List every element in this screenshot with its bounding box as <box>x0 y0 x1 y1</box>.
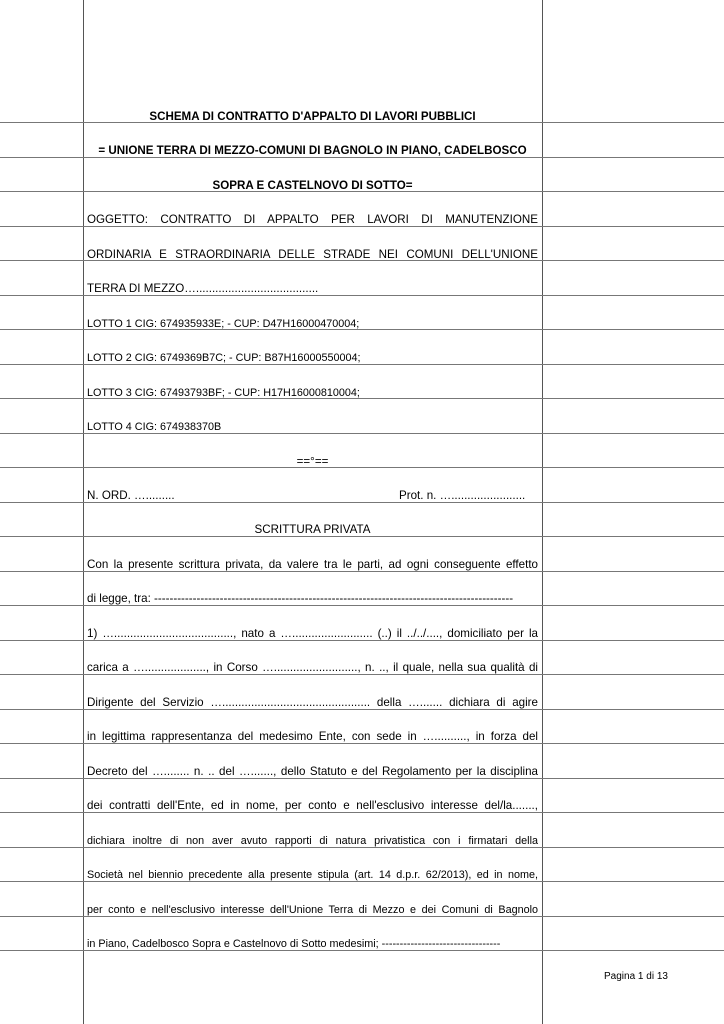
body-line: in legittima rappresentanza del medesimo Ente, con sede in ….........., in forza del <box>87 730 538 743</box>
body-line: Con la presente scrittura privata, da valere tra le parti, ad ogni conseguente effetto <box>87 558 538 571</box>
body-line: di legge, tra: --------------------------------------------------------------------------------------------- <box>87 592 514 605</box>
body-line: dichiara inoltre di non aver avuto rapporti di natura privatistica con i firmatari della <box>87 835 538 847</box>
right-margin-line <box>542 0 543 1024</box>
lotto-1: LOTTO 1 CIG: 674935933E; - CUP: D47H16000470004; <box>87 318 360 330</box>
oggetto-line-2: ORDINARIA E STRAORDINARIA DELLE STRADE NEI COMUNI DELL'UNIONE <box>87 248 538 261</box>
lotto-4: LOTTO 4 CIG: 674938370B <box>87 421 222 433</box>
page-number: Pagina 1 di 13 <box>604 971 668 982</box>
entity-line-1: = UNIONE TERRA DI MEZZO-COMUNI DI BAGNOLO IN PIANO, CADELBOSCO <box>98 144 527 157</box>
body-line: Società nel biennio precedente alla presente stipula (art. 14 d.p.r. 62/2013), ed in nome, <box>87 869 538 881</box>
body-line: Decreto del …........ n. .. del …......., dello Statuto e del Regolamento per la disciplina <box>87 765 538 778</box>
lotto-3: LOTTO 3 CIG: 67493793BF; - CUP: H17H16000810004; <box>87 387 360 399</box>
body-line: 1) …....................................., nato a …......................... (..) il ../../...., domiciliato per la <box>87 627 538 640</box>
document-title: SCHEMA DI CONTRATTO D'APPALTO DI LAVORI PUBBLICI <box>149 110 476 123</box>
oggetto-line-3: TERRA DI MEZZO…...................................... <box>87 282 319 295</box>
n-ord-label: N. ORD. …......... <box>87 489 175 502</box>
body-line: dei contratti dell'Ente, ed in nome, per conto e nell'esclusivo interesse del/la......., <box>87 799 538 812</box>
separator: ==°== <box>296 455 329 468</box>
body-line: Dirigente del Servizio ….............................................. della …....... dichiara di agire <box>87 696 538 709</box>
lotto-2: LOTTO 2 CIG: 6749369B7C; - CUP: B87H16000550004; <box>87 352 361 364</box>
body-line: in Piano, Cadelbosco Sopra e Castelnovo di Sotto medesimi; --------------------------------- <box>87 938 501 950</box>
protocol-row <box>87 489 538 503</box>
entity-line-2: SOPRA E CASTELNOVO DI SOTTO= <box>212 179 413 192</box>
section-heading: SCRITTURA PRIVATA <box>254 523 371 536</box>
body-line: per conto e nell'esclusivo interesse dell'Unione Terra di Mezzo e dei Comuni di Bagnolo <box>87 904 538 916</box>
oggetto-line-1: OGGETTO: CONTRATTO DI APPALTO PER LAVORI DI MANUTENZIONE <box>87 213 538 226</box>
body-line: carica a …..................., in Corso ….........................., n. .., il quale, nella sua qualità di <box>87 661 538 674</box>
left-margin-line <box>83 0 84 1024</box>
prot-label: Prot. n. …....................... <box>399 489 526 502</box>
